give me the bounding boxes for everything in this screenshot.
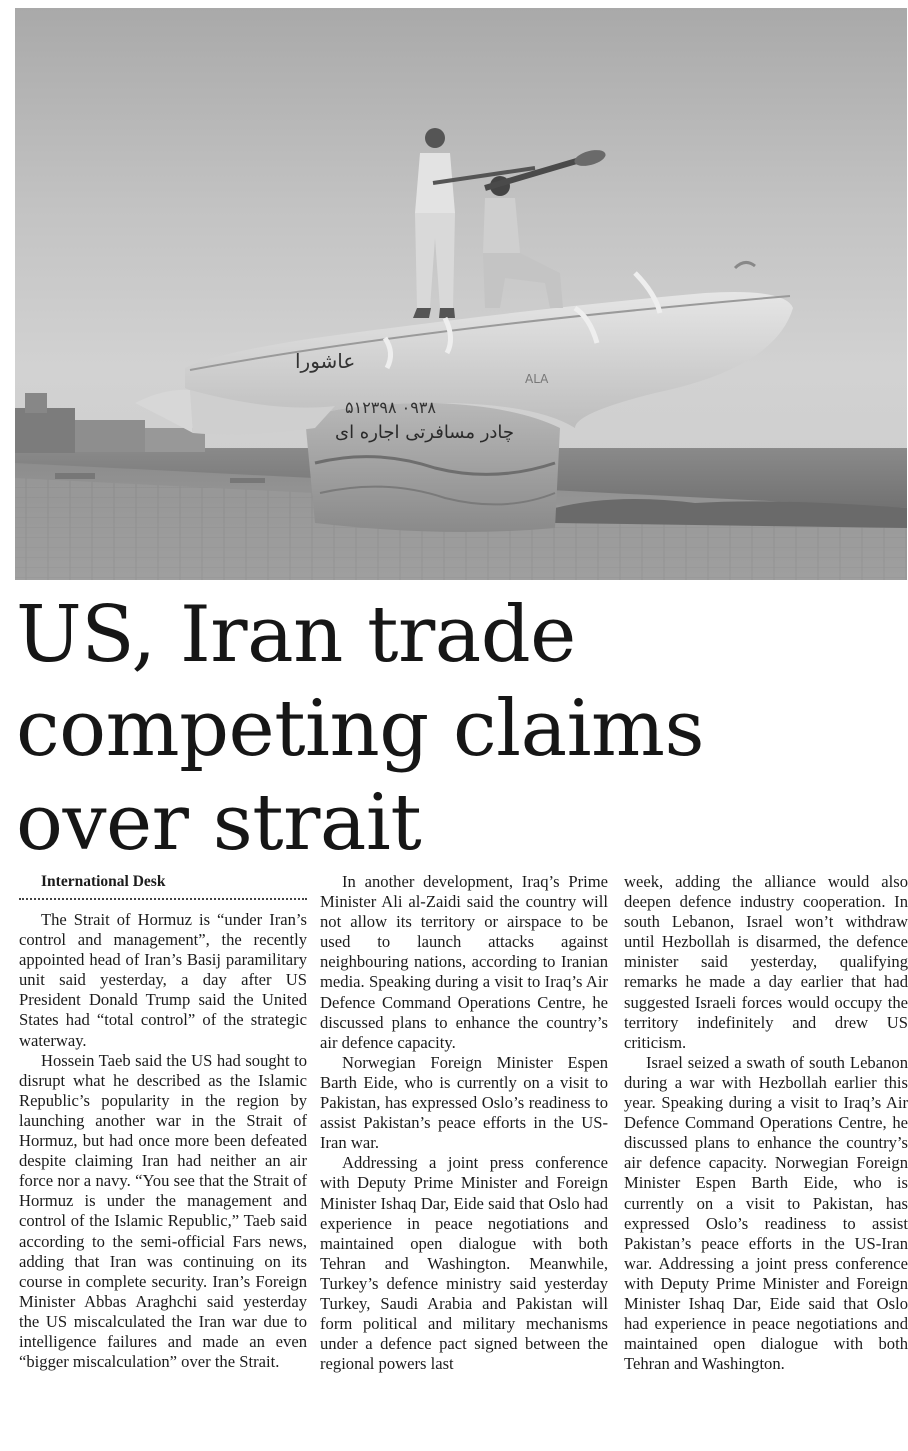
paragraph: Israel seized a swath of south Lebanon during a war with Hezbollah earlier this year. Speaking during a visit to Iraq’s Air Defence Command Operations Centre, he discussed plans to enhance the country’s air defence capacity. Norwegian Foreign Minister Espen Barth Eide, who is currently on a visit to Pakistan, has expressed Oslo’s readiness to assist Pakistan’s peace efforts in the US-Iran war. Addressing a joint press conference with Deputy Prime Minister and Foreign Minister Ishaq Dar, Eide said that Oslo had experience in peace negotiations and maintained open dialogue with both Tehran and Washington. [624, 1052, 908, 1374]
article-column-1 [19, 872, 307, 1372]
headline-line-1: US, Iran trade [16, 590, 576, 680]
article-column-3 [624, 872, 908, 1374]
paragraph: Addressing a joint press conference with Deputy Prime Minister and Foreign Minister Ishaq Dar, Eide said that Oslo had experience in peace negotiations and maintained open dialogue with both Tehran and Washington. Meanwhile, Turkey’s defence ministry said yesterday Turkey, Saudi Arabia and Pakistan will form political and military mechanisms under a defence pact signed between the regional powers last [320, 1153, 608, 1374]
article-headline [16, 588, 896, 870]
byline: International Desk [19, 872, 307, 900]
paragraph: In another development, Iraq’s Prime Minister Ali al-Zaidi said the country will not allow its territory or airspace to be used to launch attacks against neighbouring nations, according to Iranian media. Speaking during a visit to Iraq’s Air Defence Command Operations Centre, he discussed plans to enhance the country’s air defence capacity. [320, 872, 608, 1052]
headline-line-3: over strait [16, 778, 422, 868]
photo-graffiti-1: عاشورا [295, 349, 356, 373]
photo-graffiti-2: ۵۱۲۳۹۸ ۰۹۳۸ [345, 398, 437, 417]
paragraph: The Strait of Hormuz is “under Iran’s control and management”, the recently appointed head of Iran’s Basij paramilitary unit said yesterday, a day after US President Donald Trump said the United States had “total control” of the strategic waterway. [19, 910, 307, 1050]
photo-graffiti-3: چادر مسافرتی اجاره ای [335, 422, 515, 443]
article-column-2 [320, 872, 608, 1374]
photo-boat-monument-icon [15, 8, 907, 580]
paragraph: Norwegian Foreign Minister Espen Barth Eide, who is currently on a visit to Pakistan, has expressed Oslo’s readiness to assist Pakistan’s peace efforts in the US-Iran war. [320, 1052, 608, 1153]
paragraph-continued: week, adding the alliance would also deepen defence industry cooperation. In south Lebanon, Israel won’t withdraw until Hezbollah is disarmed, the defence minister said yesterday, qualifying remarks he made a day earlier that had suggested Israeli forces would occupy the territory indefinitely and drew US criticism. [624, 872, 908, 1052]
paragraph: Hossein Taeb said the US had sought to disrupt what he described as the Islamic Republic’s popularity in the region by launching another war in the Strait of Hormuz, but had once more been defeated despite claiming Iran had neither an air force nor a navy. “You see that the Strait of Hormuz is under the management and control of the Islamic Republic,” Taeb said according to the semi-official Fars news, adding that Iran was continuing on its course in complete security. Iran’s Foreign Minister Abbas Araghchi said yesterday the US miscalculated the Iran war due to intelligence failures and made an even “bigger miscalculation” over the Strait. [19, 1050, 307, 1372]
photo-graffiti-4: ALA [525, 372, 549, 386]
article-photo [15, 8, 907, 580]
headline-line-2: competing claims [16, 684, 705, 774]
